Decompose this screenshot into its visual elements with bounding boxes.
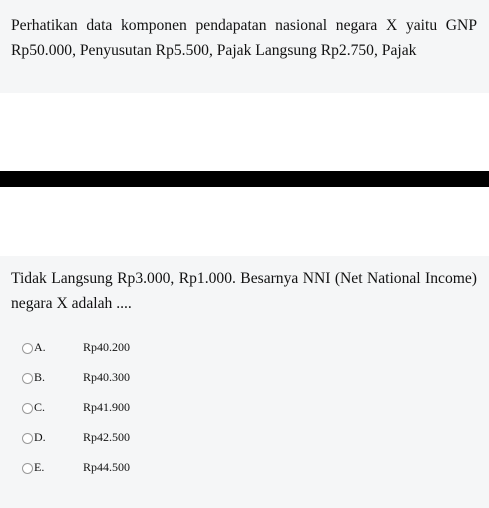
radio-button-b[interactable] bbox=[22, 373, 33, 384]
option-c[interactable] bbox=[22, 398, 222, 428]
radio-button-a[interactable] bbox=[22, 343, 33, 354]
option-value: Rp42.500 bbox=[83, 430, 131, 444]
option-value: Rp44.500 bbox=[83, 460, 131, 474]
question-text-part-1: Perhatikan data komponen pendapatan nasional negara X yaitu GNP Rp50.000, Penyusutan Rp5.500, Pajak Langsung Rp2.750, Pajak bbox=[11, 17, 477, 59]
radio-button-e[interactable] bbox=[22, 463, 33, 474]
option-letter: D. bbox=[34, 430, 46, 444]
option-letter: A. bbox=[34, 340, 46, 354]
question-text-part-2: Tidak Langsung Rp3.000, Rp1.000. Besarnya NNI (Net National Income) negara X adalah .... bbox=[11, 270, 477, 312]
option-e[interactable] bbox=[22, 458, 222, 488]
black-divider-bar bbox=[0, 171, 489, 187]
question-top-panel bbox=[0, 0, 489, 93]
option-letter: E. bbox=[34, 460, 45, 474]
option-b[interactable] bbox=[22, 368, 222, 398]
option-a[interactable] bbox=[22, 338, 222, 368]
blank-gap bbox=[0, 93, 489, 171]
radio-button-c[interactable] bbox=[22, 403, 33, 414]
radio-button-d[interactable] bbox=[22, 433, 33, 444]
option-value: Rp41.900 bbox=[83, 400, 131, 414]
question-bottom-panel bbox=[0, 256, 489, 508]
option-d[interactable] bbox=[22, 428, 222, 458]
option-letter: B. bbox=[34, 370, 46, 384]
answer-options bbox=[22, 338, 222, 488]
option-value: Rp40.200 bbox=[83, 340, 131, 354]
option-letter: C. bbox=[34, 400, 46, 414]
blank-gap-2 bbox=[0, 187, 489, 256]
option-value: Rp40.300 bbox=[83, 370, 131, 384]
